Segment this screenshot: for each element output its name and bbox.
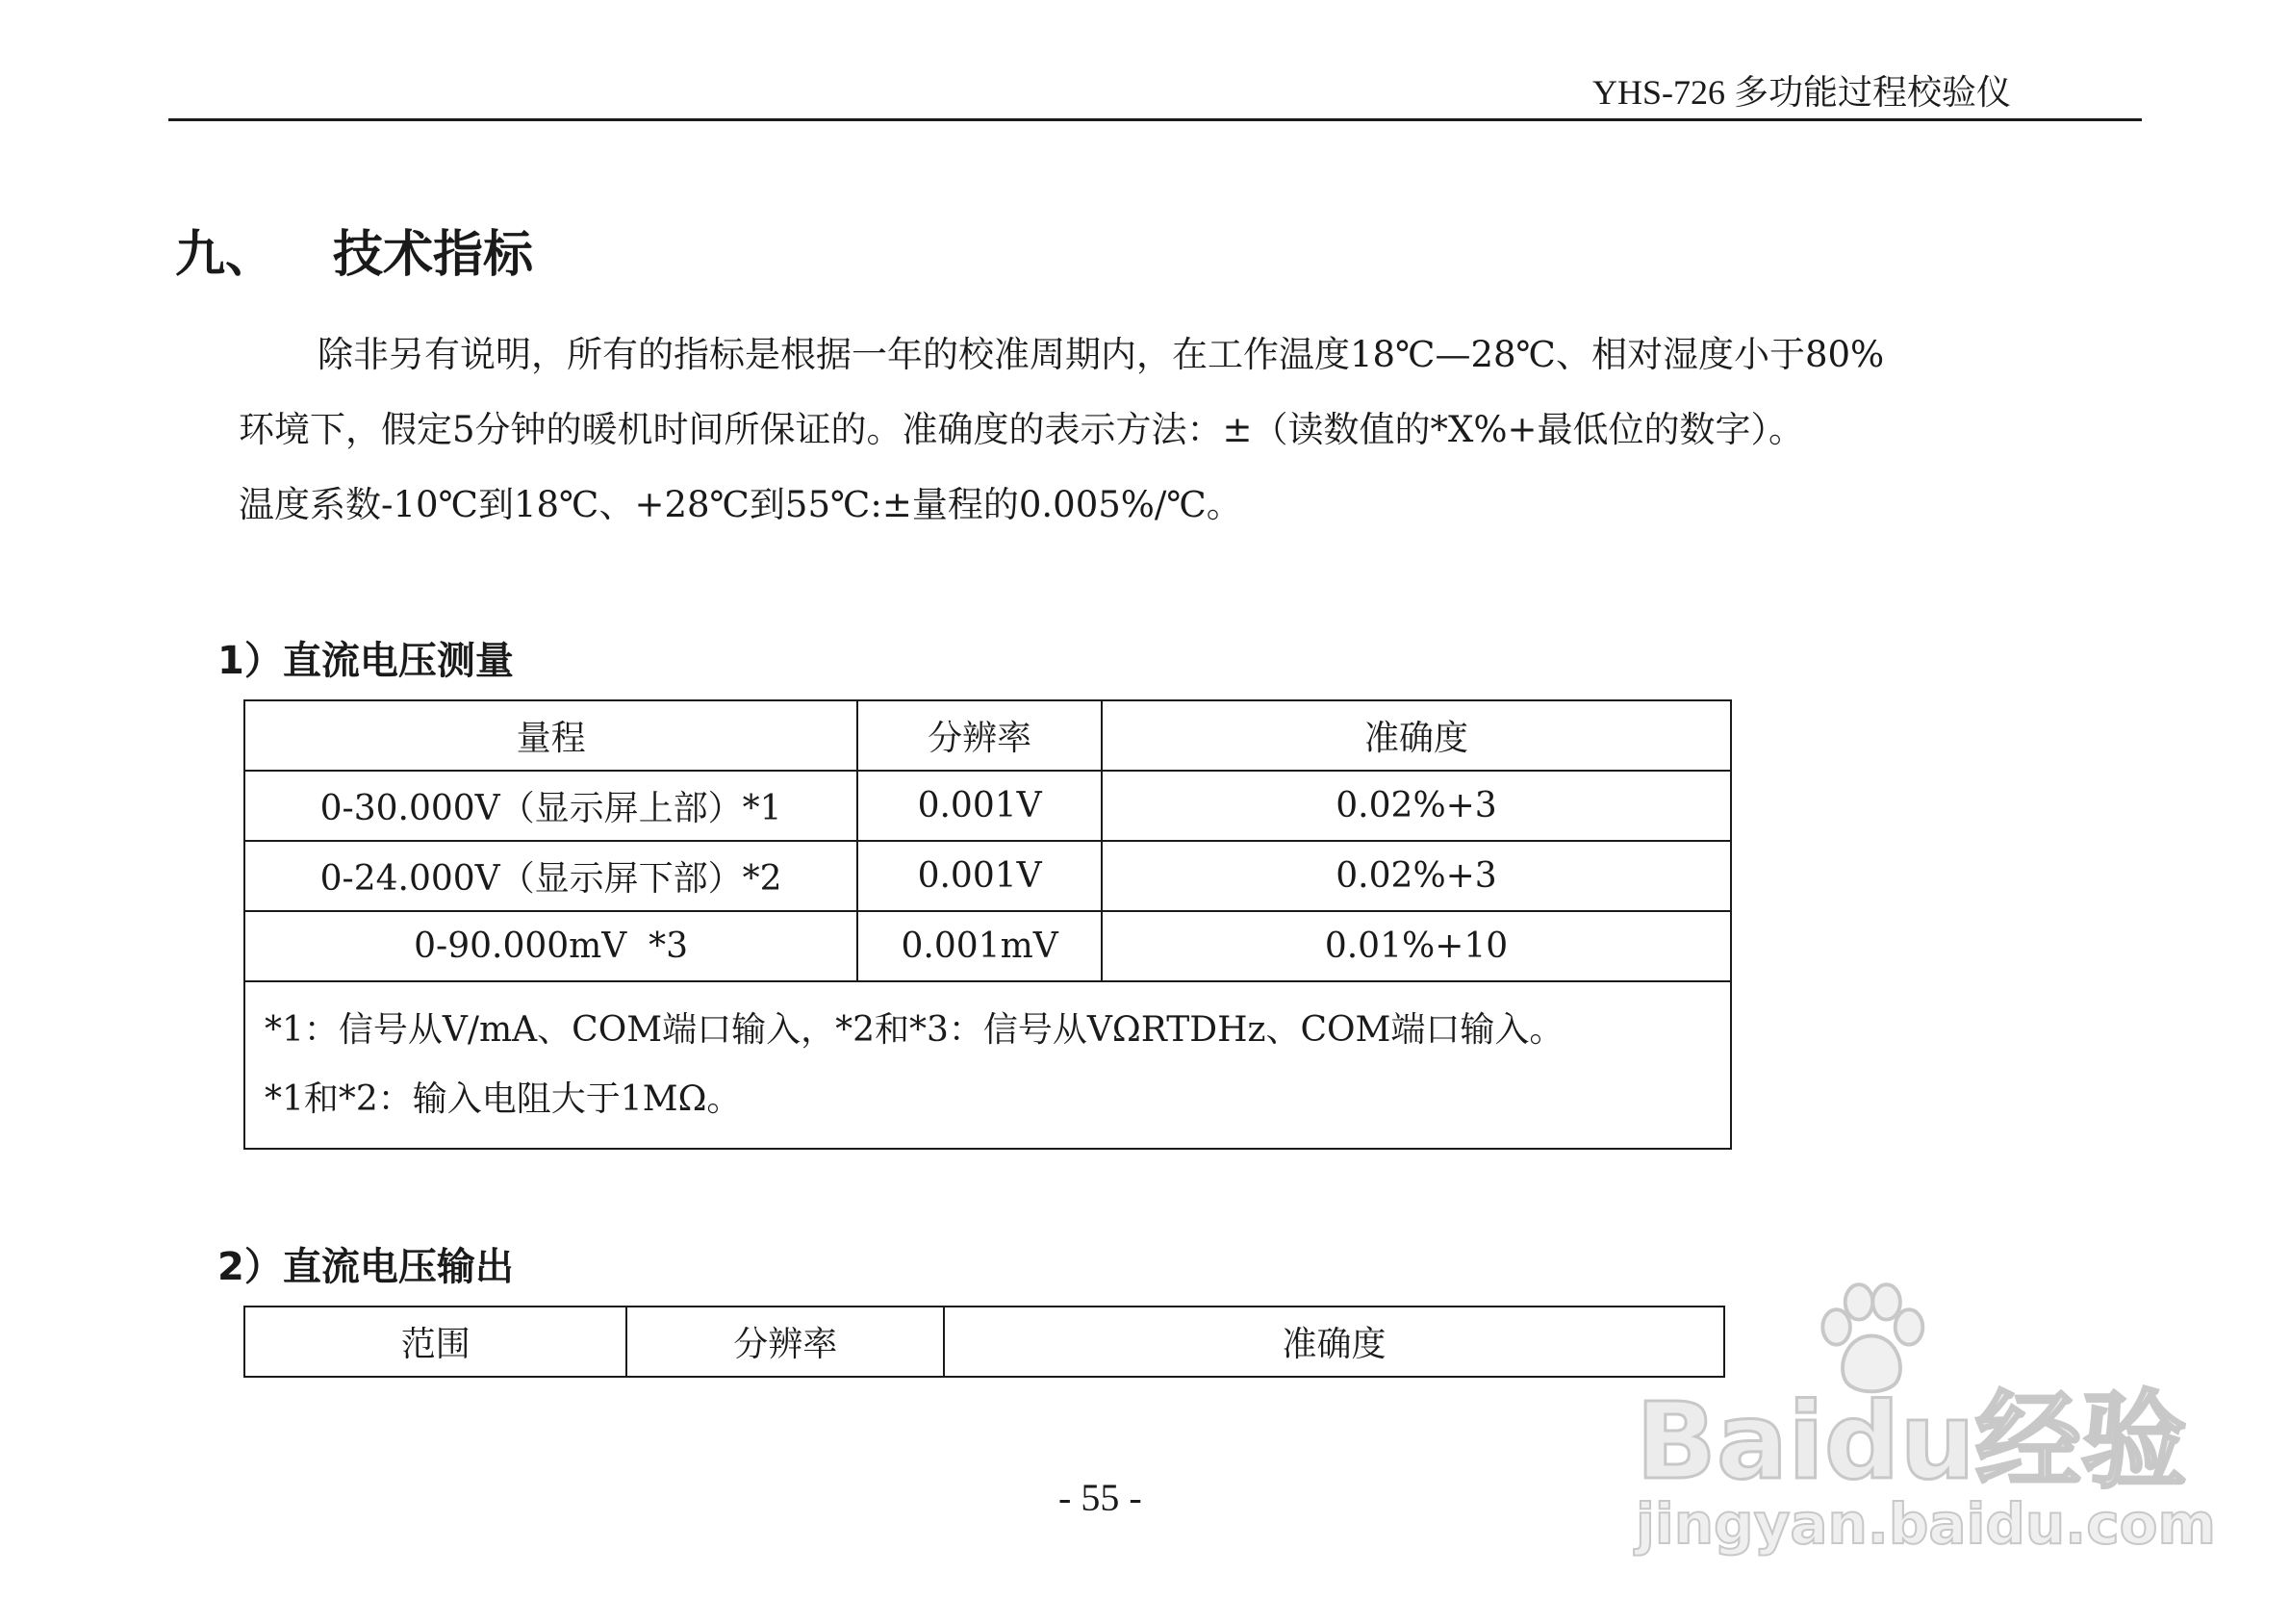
section-number: 九、 [175, 226, 276, 284]
column-header: 分辨率 [626, 1307, 944, 1377]
table-header-row [244, 1307, 1724, 1377]
intro-line-1: 除非另有说明，所有的指标是根据一年的校准周期内，在工作温度18℃—28℃、相对湿度小于80% [318, 334, 1885, 375]
range-cell: 0-30.000V（显示屏上部）*1 [244, 771, 857, 841]
note-line: *1和*2：输入电阻大于1MΩ。 [265, 1079, 742, 1119]
section-title: 技术指标 [333, 226, 534, 284]
table-note [244, 981, 1731, 1149]
table-header-row [244, 700, 1731, 771]
range-cell: 0-90.000mV *3 [244, 911, 857, 981]
table-note-row [244, 981, 1731, 1149]
resolution-cell: 0.001mV [857, 911, 1102, 981]
watermark-brand: Baidu经验 [1636, 1380, 2187, 1503]
table-row [244, 771, 1731, 841]
page-number: - 55 - [1058, 1476, 1142, 1519]
table-row [244, 911, 1731, 981]
note-line: *1：信号从V/mA、COM端口输入，*2和*3：信号从VΩRTDHz、COM端口输入。 [265, 1010, 1565, 1050]
accuracy-cell: 0.01%+10 [1102, 911, 1731, 981]
intro-paragraph [239, 317, 2163, 543]
section-heading [175, 214, 533, 286]
intro-line-2: 环境下，假定5分钟的暖机时间所保证的。准确度的表示方法：±（读数值的*X%+最低位的数字）。 [239, 409, 1805, 450]
intro-line-3: 温度系数-10℃到18℃、+28℃到55℃:±量程的0.005%/℃。 [239, 484, 1242, 525]
resolution-cell: 0.001V [857, 771, 1102, 841]
column-header: 范围 [244, 1307, 626, 1377]
range-cell: 0-24.000V（显示屏下部）*2 [244, 841, 857, 911]
table-row [244, 841, 1731, 911]
column-header: 准确度 [1102, 700, 1731, 771]
header-rule [168, 118, 2142, 121]
column-header: 准确度 [944, 1307, 1724, 1377]
running-header: YHS-726 多功能过程校验仪 [1591, 73, 2011, 112]
resolution-cell: 0.001V [857, 841, 1102, 911]
accuracy-cell: 0.02%+3 [1102, 771, 1731, 841]
dc-voltage-output-table [243, 1306, 1725, 1378]
accuracy-cell: 0.02%+3 [1102, 841, 1731, 911]
watermark-url: jingyan.baidu.com [1636, 1491, 2216, 1557]
dc-voltage-measure-table [243, 699, 1732, 1150]
subsection-heading-dc-voltage-output: 2）直流电压输出 [217, 1245, 514, 1289]
subsection-heading-dc-voltage-measure: 1）直流电压测量 [217, 639, 514, 683]
column-header: 分辨率 [857, 700, 1102, 771]
column-header: 量程 [244, 700, 857, 771]
